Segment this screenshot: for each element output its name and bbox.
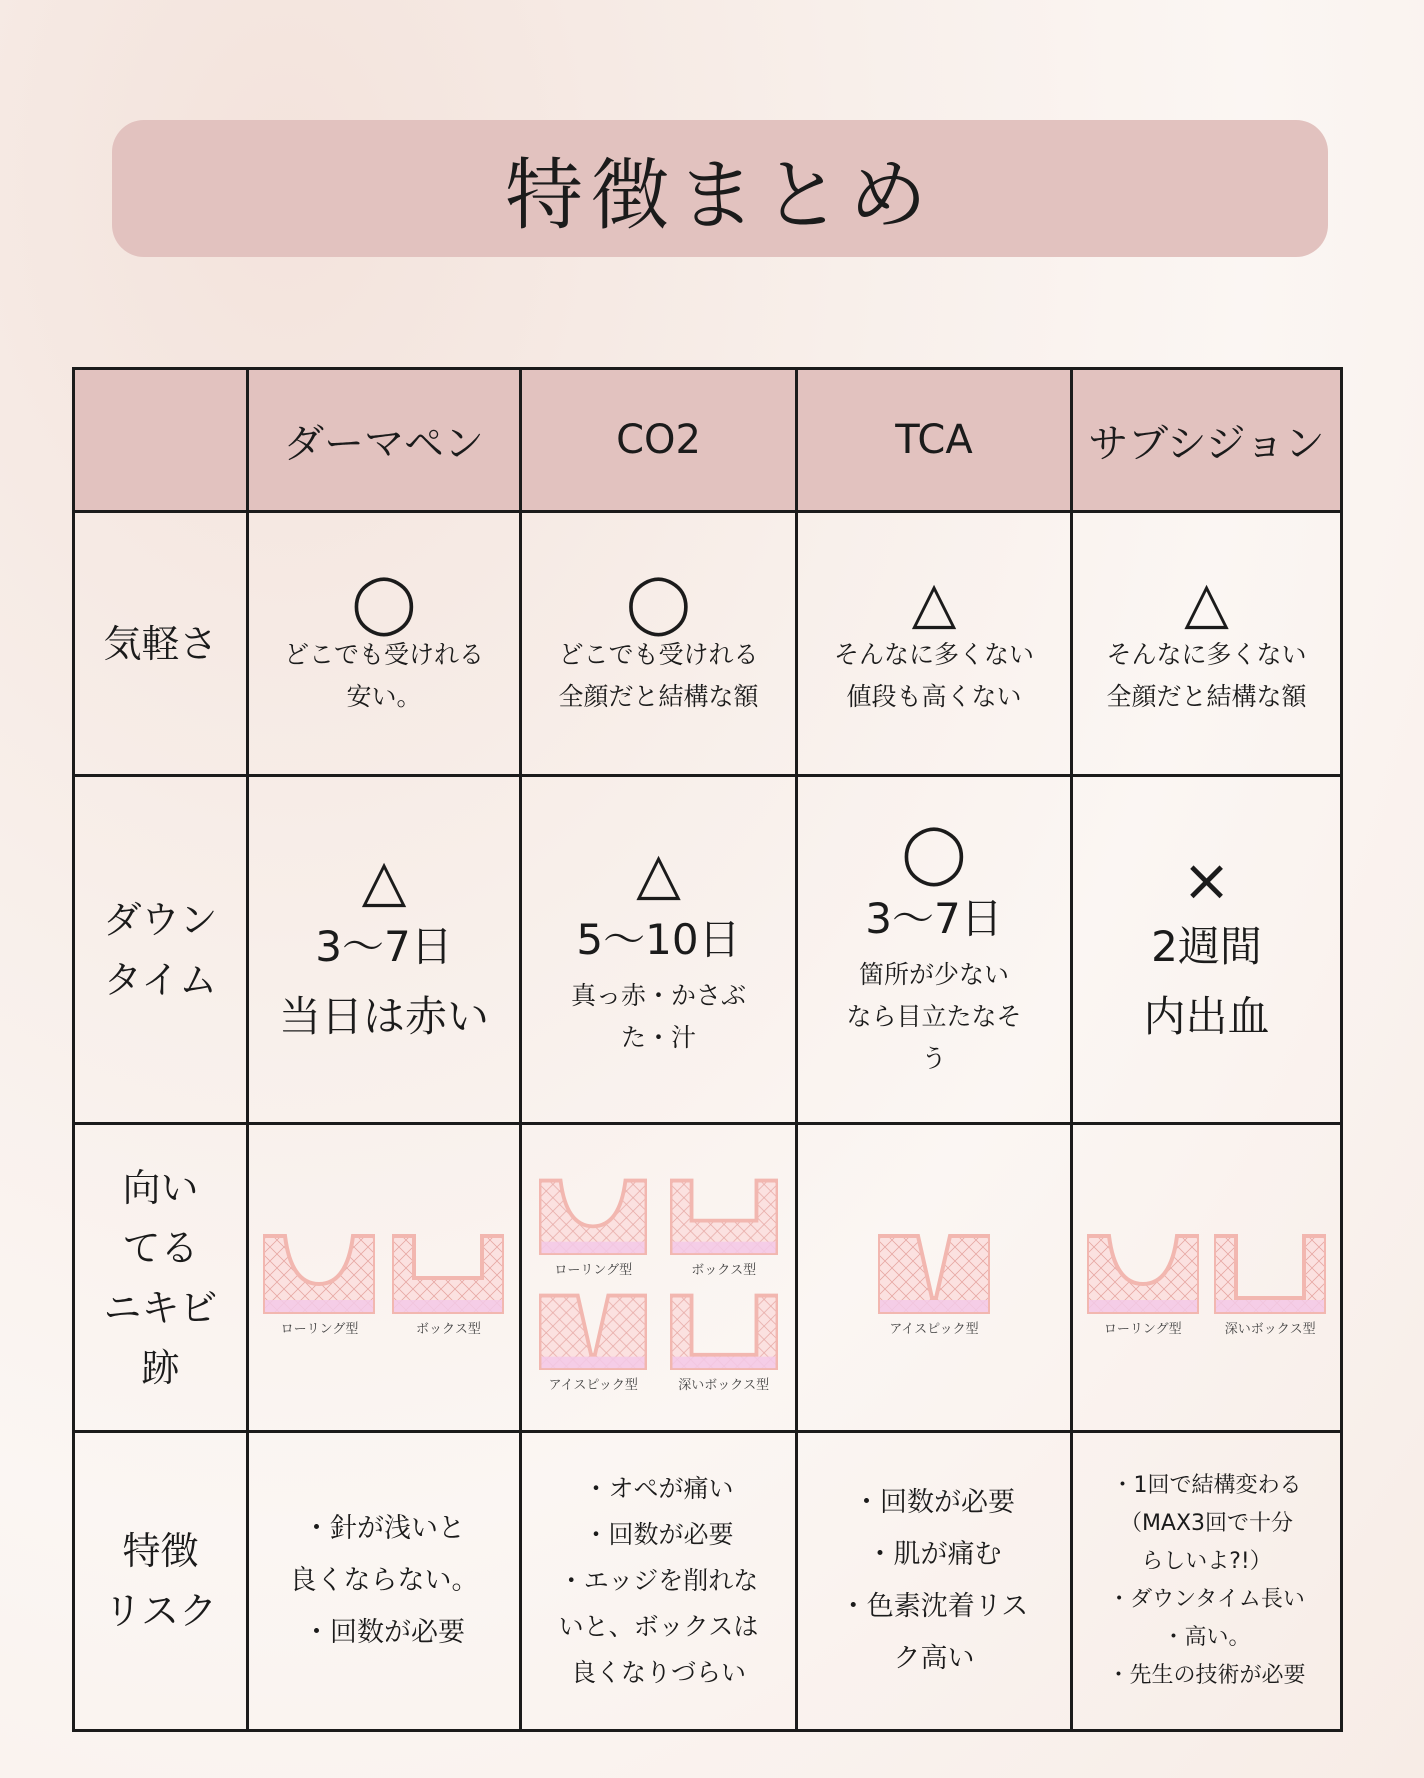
rating-mark: △: [1184, 567, 1229, 636]
note-line: そんなに多くない: [1106, 639, 1307, 669]
rating-mark: ◯: [626, 567, 691, 636]
scar-diagram: [661, 1286, 786, 1393]
rating-mark: △: [911, 567, 957, 636]
rating-mark: ◯: [351, 567, 417, 636]
downtime-days: 3～7日: [315, 921, 453, 971]
note-line: た・汁: [620, 1022, 696, 1052]
cell-risk-dermapen: [248, 1432, 521, 1731]
scar-diagram: [1209, 1226, 1331, 1337]
row-label-downtime: [74, 776, 248, 1124]
risk-line: ・1回で結構変わる: [1111, 1473, 1302, 1498]
risk-line: ・ダウンタイム長い: [1108, 1587, 1305, 1612]
header-subcision: サブシジョン: [1072, 369, 1342, 512]
cell-ease-dermapen: [248, 512, 521, 776]
cell-ease-tca: [797, 512, 1072, 776]
note-line: どこでも受けれる: [283, 639, 484, 669]
downtime-days: 2週間: [1151, 921, 1262, 971]
risk-line: ・先生の技術が必要: [1107, 1663, 1306, 1688]
risk-line: 良くならない。: [289, 1565, 479, 1596]
scar-label: ボックス型: [691, 1262, 757, 1278]
note-line: 全顔だと結構な額: [1106, 681, 1307, 711]
row-label-line: リスク: [103, 1589, 218, 1633]
rolling-scar-illustration: [1087, 1226, 1199, 1314]
row-label-line: 跡: [141, 1345, 180, 1390]
scar-diagram: [804, 1226, 1064, 1337]
scar-diagram: [531, 1286, 656, 1393]
cell-downtime-co2: [521, 776, 797, 1124]
risk-line: ・回数が必要: [853, 1487, 1015, 1518]
rating-mark: ◯: [901, 817, 967, 886]
row-label-line: タイム: [103, 957, 218, 1002]
scar-diagram: [661, 1171, 786, 1278]
risk-line: 良くなりづらい: [570, 1658, 746, 1687]
cell-downtime-subcision: [1072, 776, 1342, 1124]
risk-line: ・エッジを削れな: [558, 1566, 759, 1595]
cell-scars-tca: [797, 1124, 1072, 1432]
row-label-line: 向い: [122, 1165, 199, 1210]
scar-label: 深いボックス型: [1224, 1322, 1316, 1337]
scar-label: アイスピック型: [548, 1377, 638, 1393]
page-title: 特徴まとめ: [504, 150, 935, 241]
note-line: 全顔だと結構な額: [558, 681, 759, 711]
cell-scars-co2: [521, 1124, 797, 1432]
row-label-line: てる: [122, 1225, 199, 1270]
icepick-scar-illustration: [539, 1286, 647, 1370]
cell-risk-tca: [797, 1432, 1072, 1731]
deep-box-scar-illustration: [1214, 1226, 1326, 1314]
risk-line: ・オペが痛い: [583, 1474, 734, 1503]
comparison-table: [72, 367, 1343, 1732]
row-label-line: ニキビ: [103, 1285, 218, 1330]
risk-line: ・回数が必要: [303, 1617, 465, 1648]
scar-label: ボックス型: [416, 1322, 481, 1337]
note-line: 箇所が少ない: [858, 959, 1009, 989]
scar-label: ローリング型: [1103, 1322, 1182, 1337]
row-label-risk: [74, 1432, 248, 1731]
header-dermapen: ダーマペン: [248, 369, 521, 512]
row-scars: [74, 1124, 1342, 1432]
risk-line: （MAX3回で十分: [1119, 1511, 1294, 1536]
risk-line: いと、ボックスは: [558, 1612, 759, 1641]
cell-ease-subcision: [1072, 512, 1342, 776]
note-line: 値段も高くない: [846, 681, 1022, 711]
scar-label: ローリング型: [280, 1322, 359, 1337]
row-ease: [74, 512, 1342, 776]
cell-downtime-tca: [797, 776, 1072, 1124]
title-banner: [112, 120, 1328, 257]
note-line: 真っ赤・かさぶ: [570, 980, 746, 1010]
downtime-days: 5～10日: [576, 914, 741, 964]
deep-box-scar-illustration: [670, 1286, 778, 1370]
cell-risk-co2: [521, 1432, 797, 1731]
risk-line: ・肌が痛む: [866, 1539, 1002, 1570]
icepick-scar-illustration: [878, 1226, 990, 1314]
risk-line: ・回数が必要: [583, 1520, 734, 1549]
scar-diagram: [258, 1226, 382, 1337]
row-risk: [74, 1432, 1342, 1731]
table-header-row: [74, 369, 1342, 512]
note-line: どこでも受けれる: [558, 639, 759, 669]
risk-line: ク高い: [893, 1643, 975, 1674]
rating-mark: △: [636, 838, 681, 907]
note-line: う: [921, 1043, 947, 1073]
row-label-line: 特徴: [122, 1529, 199, 1573]
box-scar-illustration: [670, 1171, 778, 1255]
row-label-scars: [74, 1124, 248, 1432]
note-line: 内出血: [1143, 991, 1270, 1041]
header-corner: [74, 369, 248, 512]
cell-scars-dermapen: [248, 1124, 521, 1432]
rolling-scar-illustration: [539, 1171, 647, 1255]
scar-diagram: [387, 1226, 511, 1337]
cell-risk-subcision: [1072, 1432, 1342, 1731]
scar-diagram: [531, 1171, 656, 1278]
header-tca: TCA: [797, 369, 1072, 512]
cell-ease-co2: [521, 512, 797, 776]
header-co2: CO2: [521, 369, 797, 512]
risk-line: ・針が浅いと: [303, 1513, 465, 1544]
risk-line: ・高い。: [1162, 1625, 1251, 1650]
note-line: 当日は赤い: [278, 991, 489, 1041]
rating-mark: ×: [1182, 845, 1231, 914]
rating-mark: △: [361, 845, 407, 914]
scar-label: 深いボックス型: [678, 1377, 770, 1393]
row-label-line: ダウン: [103, 897, 218, 942]
note-line: なら目立たなそ: [846, 1001, 1022, 1031]
scar-label: ローリング型: [554, 1262, 633, 1278]
row-downtime: [74, 776, 1342, 1124]
note-line: 安い。: [346, 681, 422, 711]
risk-line: らしいよ?!）: [1141, 1549, 1272, 1574]
scar-label: アイスピック型: [889, 1322, 979, 1337]
row-label-ease: 気軽さ: [74, 512, 248, 776]
scar-diagram: [1082, 1226, 1204, 1337]
note-line: そんなに多くない: [833, 639, 1034, 669]
risk-line: ・色素沈着リス: [839, 1591, 1029, 1622]
box-scar-illustration: [392, 1226, 504, 1314]
cell-downtime-dermapen: [248, 776, 521, 1124]
rolling-scar-illustration: [263, 1226, 375, 1314]
cell-scars-subcision: [1072, 1124, 1342, 1432]
downtime-days: 3～7日: [865, 893, 1003, 943]
